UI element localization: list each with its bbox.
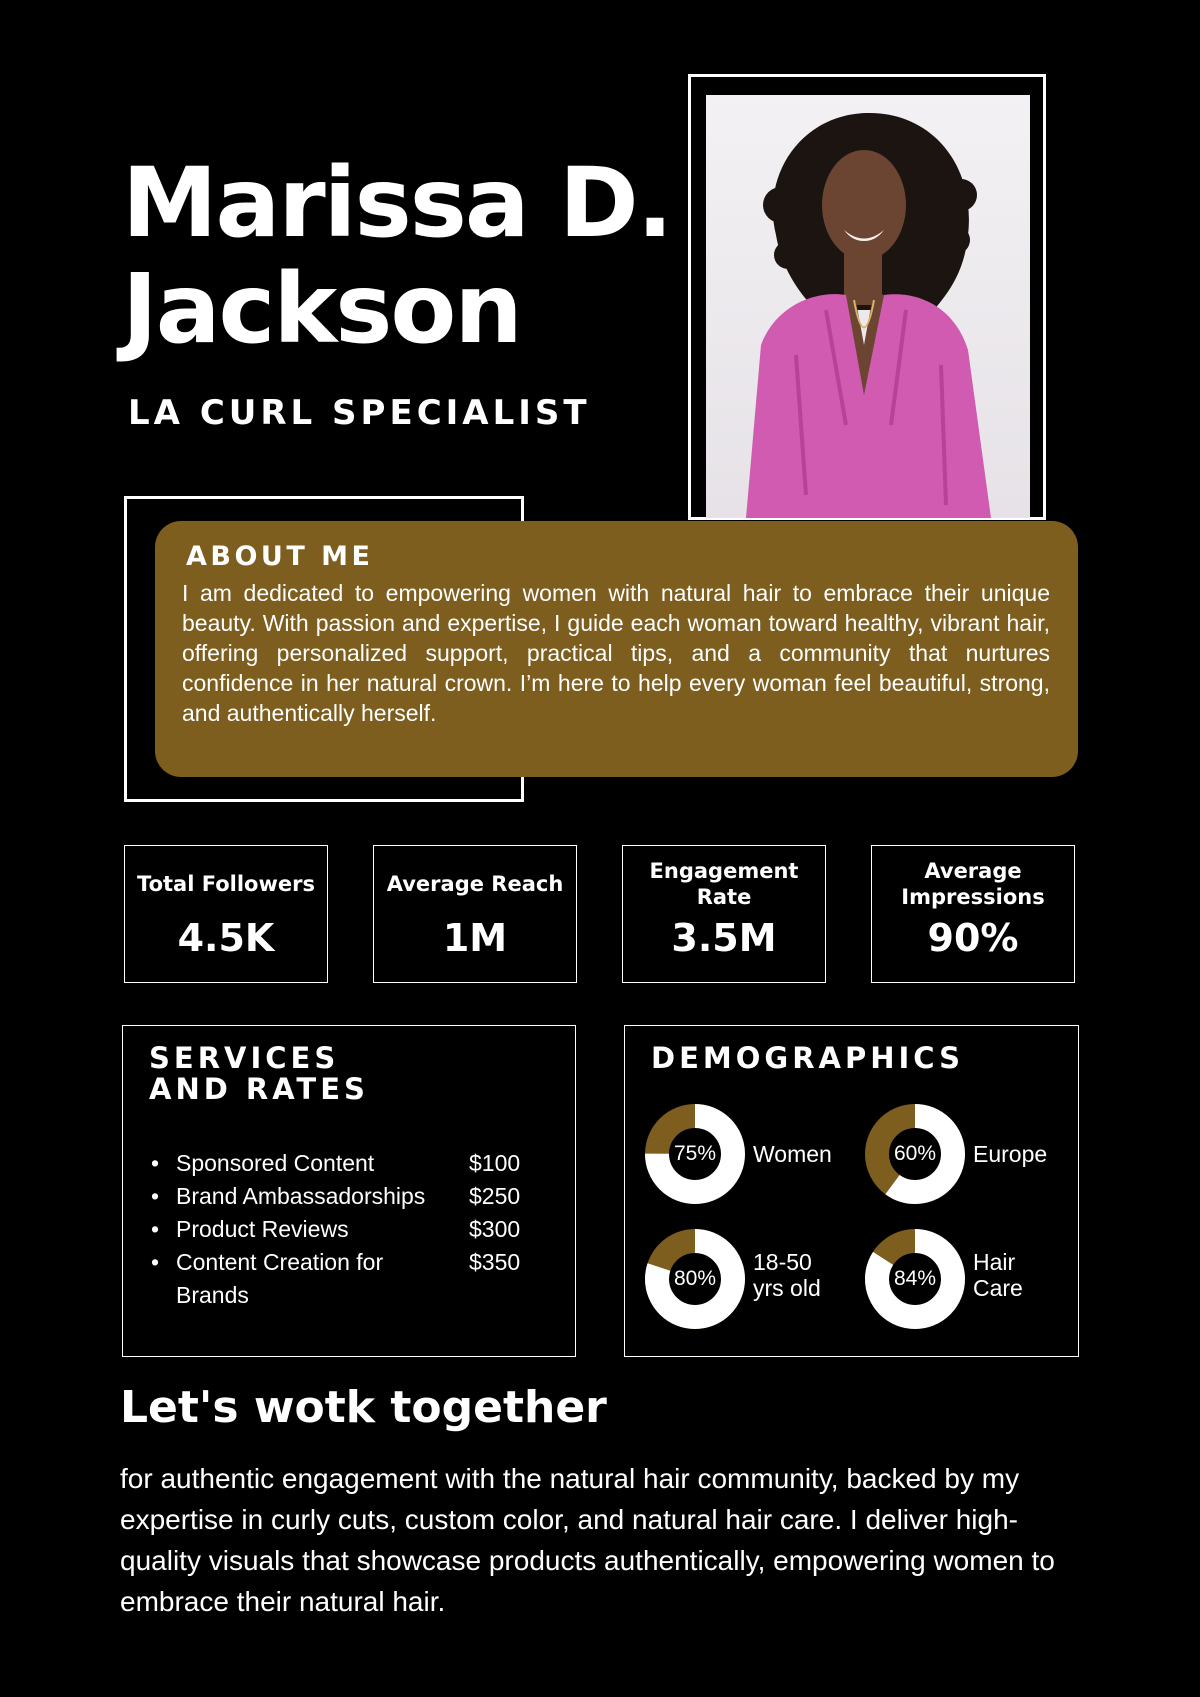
stat-value: 1M: [442, 916, 508, 960]
profile-name-line1: Marissa D.: [122, 147, 672, 259]
service-price: $250: [469, 1183, 521, 1209]
stat-engagement-rate: [622, 845, 826, 983]
services-list: [123, 1147, 575, 1312]
demographic-percent: 75%: [673, 1142, 717, 1165]
stat-label: Average Reach: [386, 872, 564, 896]
demographic-percent: 84%: [893, 1267, 937, 1290]
profile-name-line2: Jackson: [122, 253, 521, 365]
stat-label: Engagement Rate: [649, 859, 799, 909]
demographic-label: Women: [753, 1141, 832, 1167]
stat-total-followers: [124, 845, 328, 983]
demographic-item: [865, 1104, 1075, 1204]
service-name: • Content Creation for Brands: [176, 1249, 384, 1308]
service-name: • Sponsored Content: [176, 1150, 375, 1176]
demographic-percent: 60%: [893, 1142, 937, 1165]
stat-average-reach: [373, 845, 577, 983]
demographics-panel: [624, 1025, 1079, 1357]
service-item: [123, 1180, 575, 1213]
service-item: [123, 1246, 575, 1312]
stat-label: Total Followers: [137, 872, 315, 896]
demographic-percent: 80%: [673, 1267, 717, 1290]
services-title: SERVICES AND RATES: [149, 1041, 369, 1106]
about-text: I am dedicated to empowering women with natural hair to embrace their unique beauty. With passion and expertise, I guide each woman toward healthy, vibrant hair, offering personalized support, practical tips, and a community that nurtures confidence in her natural crown. I’m here to help every woman feel beautiful, strong, and authentically herself.: [182, 580, 1050, 726]
cta-title: Let's wotk together: [120, 1382, 607, 1433]
service-item: [123, 1147, 575, 1180]
profile-subtitle: LA CURL SPECIALIST: [128, 393, 591, 433]
service-price: $350: [469, 1249, 521, 1275]
demographic-item: [865, 1229, 1075, 1329]
stat-value: 3.5M: [671, 916, 777, 960]
service-price: $300: [469, 1216, 521, 1242]
demographic-label: Hair Care: [973, 1249, 1023, 1301]
about-card: [155, 521, 1078, 777]
demographic-label: 18-50 yrs old: [753, 1249, 821, 1301]
service-name: • Brand Ambassadorships: [176, 1183, 426, 1209]
cta-text: for authentic engagement with the natural hair community, backed by my expertise in curly cuts, custom color, and natural hair care. I deliver high-quality visuals that showcase products authentically, empowering women to embrace their natural hair.: [120, 1463, 1055, 1617]
stat-average-impressions: [871, 845, 1075, 983]
service-name: • Product Reviews: [176, 1216, 349, 1242]
stat-label: Average Impressions: [901, 859, 1045, 909]
about-title: ABOUT ME: [186, 541, 374, 572]
service-item: [123, 1213, 575, 1246]
stat-value: 90%: [927, 916, 1019, 960]
stat-value: 4.5K: [177, 916, 275, 960]
profile-name: [122, 147, 672, 365]
demographic-label: Europe: [973, 1141, 1048, 1167]
profile-photo: [706, 95, 1030, 518]
demographic-item: [645, 1229, 855, 1329]
services-panel: [122, 1025, 576, 1357]
demographics-title: DEMOGRAPHICS: [651, 1041, 964, 1075]
demographic-item: [645, 1104, 855, 1204]
service-price: $100: [469, 1150, 521, 1176]
